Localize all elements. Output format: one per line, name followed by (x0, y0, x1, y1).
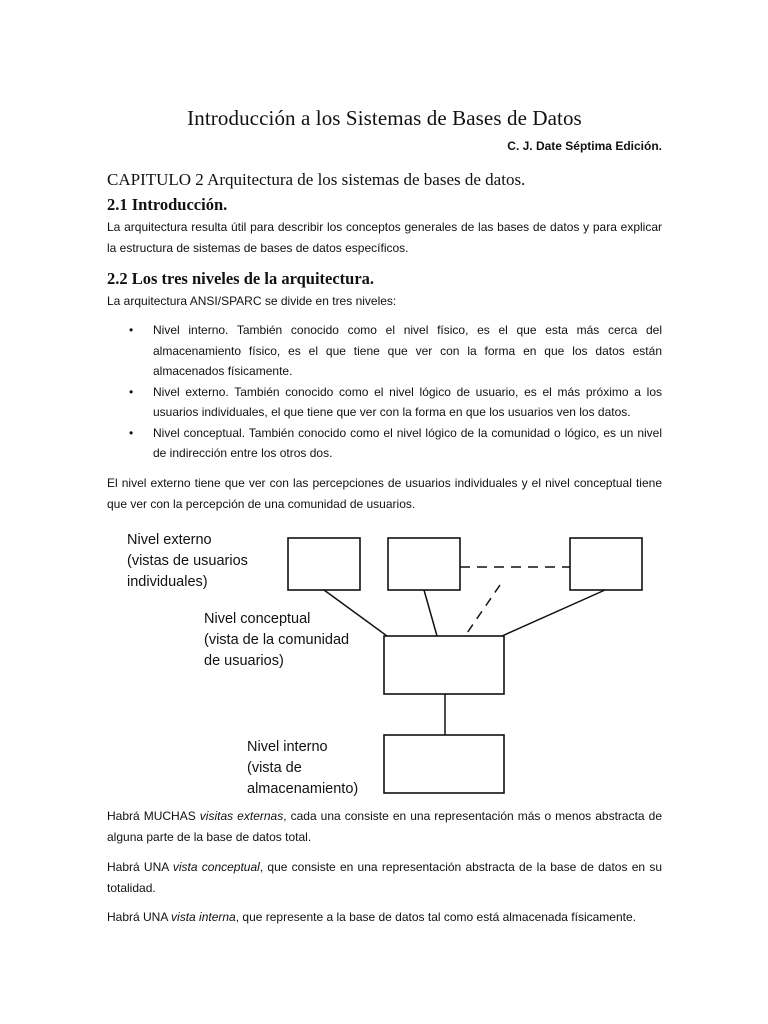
connector-line (324, 590, 387, 636)
note-external (107, 806, 662, 848)
architecture-diagram (107, 520, 662, 800)
external-view-box (570, 538, 642, 590)
section-2-heading: 2.2 Los tres niveles de la arquitectura. (107, 269, 375, 288)
connector-line (424, 590, 437, 636)
section-1-text: La arquitectura resulta útil para describir los conceptos generales de las bases de datos y para explicar la estructura de sistemas de bases de datos específicos. (107, 220, 662, 255)
note-emphasis: vista conceptual (172, 860, 260, 874)
author-line: C. J. Date Séptima Edición. (507, 139, 662, 153)
conceptual-label-line: de usuarios) (204, 653, 284, 669)
list-item-text: Nivel interno. También conocido como el nivel físico, es el que esta más cerca del almacenamiento físico, es el que tiene que ver con la forma en que los datos están almacenados físicamente. (153, 323, 662, 378)
section-2-summary: El nivel externo tiene que ver con las percepciones de usuarios individuales y el nivel conceptual tiene que ver con la percepción de una comunidad de usuarios. (107, 476, 662, 511)
document-title: Introducción a los Sistemas de Bases de Datos (187, 106, 582, 130)
conceptual-view-box (384, 636, 504, 694)
bullet-icon: • (129, 384, 134, 399)
bullet-icon: • (129, 425, 134, 440)
internal-label-line: almacenamiento) (247, 781, 359, 797)
note-emphasis: vista interna (171, 910, 236, 924)
conceptual-label-line: (vista de la comunidad (204, 632, 350, 648)
note-text: , que represente a la base de datos tal como está almacenada físicamente. (235, 910, 636, 924)
levels-list (107, 320, 662, 464)
bullet-icon: • (129, 323, 134, 337)
list-item (107, 382, 662, 423)
list-item-text: Nivel conceptual. También conocido como el nivel lógico de la comunidad o lógico, es un nivel de indirección entre los otros dos. (153, 425, 662, 460)
dashed-connector (465, 585, 500, 636)
external-label-line: (vistas de usuarios (127, 553, 248, 569)
conceptual-label-line: Nivel conceptual (204, 611, 311, 627)
internal-label-line: (vista de (247, 760, 302, 776)
connector-line (502, 590, 605, 636)
section-2-intro: La arquitectura ANSI/SPARC se divide en tres niveles: (107, 294, 397, 308)
external-view-box (388, 538, 460, 590)
note-text: , cada una consiste en una representación más o menos abstracta de alguna parte de la base de datos total. (107, 809, 662, 844)
list-item (107, 423, 662, 464)
internal-label-line: Nivel interno (247, 739, 328, 755)
list-item-text: Nivel externo. También conocido como el nivel lógico de usuario, es el más próximo a los usuarios individuales, el que tiene que ver con la forma en que los usuarios ven los datos. (153, 384, 662, 419)
external-label-line: individuales) (127, 574, 208, 590)
external-view-box (288, 538, 360, 590)
list-item (107, 320, 662, 382)
section-1-heading: 2.1 Introducción. (107, 195, 228, 214)
note-text: , que consiste en una representación abstracta de la base de datos en su totalidad. (107, 860, 662, 895)
external-label-line: Nivel externo (127, 532, 212, 548)
note-conceptual (107, 857, 662, 899)
note-text: Habrá MUCHAS (107, 809, 200, 823)
internal-view-box (384, 735, 504, 793)
note-internal (107, 907, 662, 928)
note-emphasis: visitas externas (199, 809, 284, 823)
note-text: Habrá UNA (107, 860, 173, 874)
chapter-heading: CAPITULO 2 Arquitectura de los sistemas de bases de datos. (107, 170, 526, 189)
note-text: Habrá UNA (107, 910, 172, 924)
